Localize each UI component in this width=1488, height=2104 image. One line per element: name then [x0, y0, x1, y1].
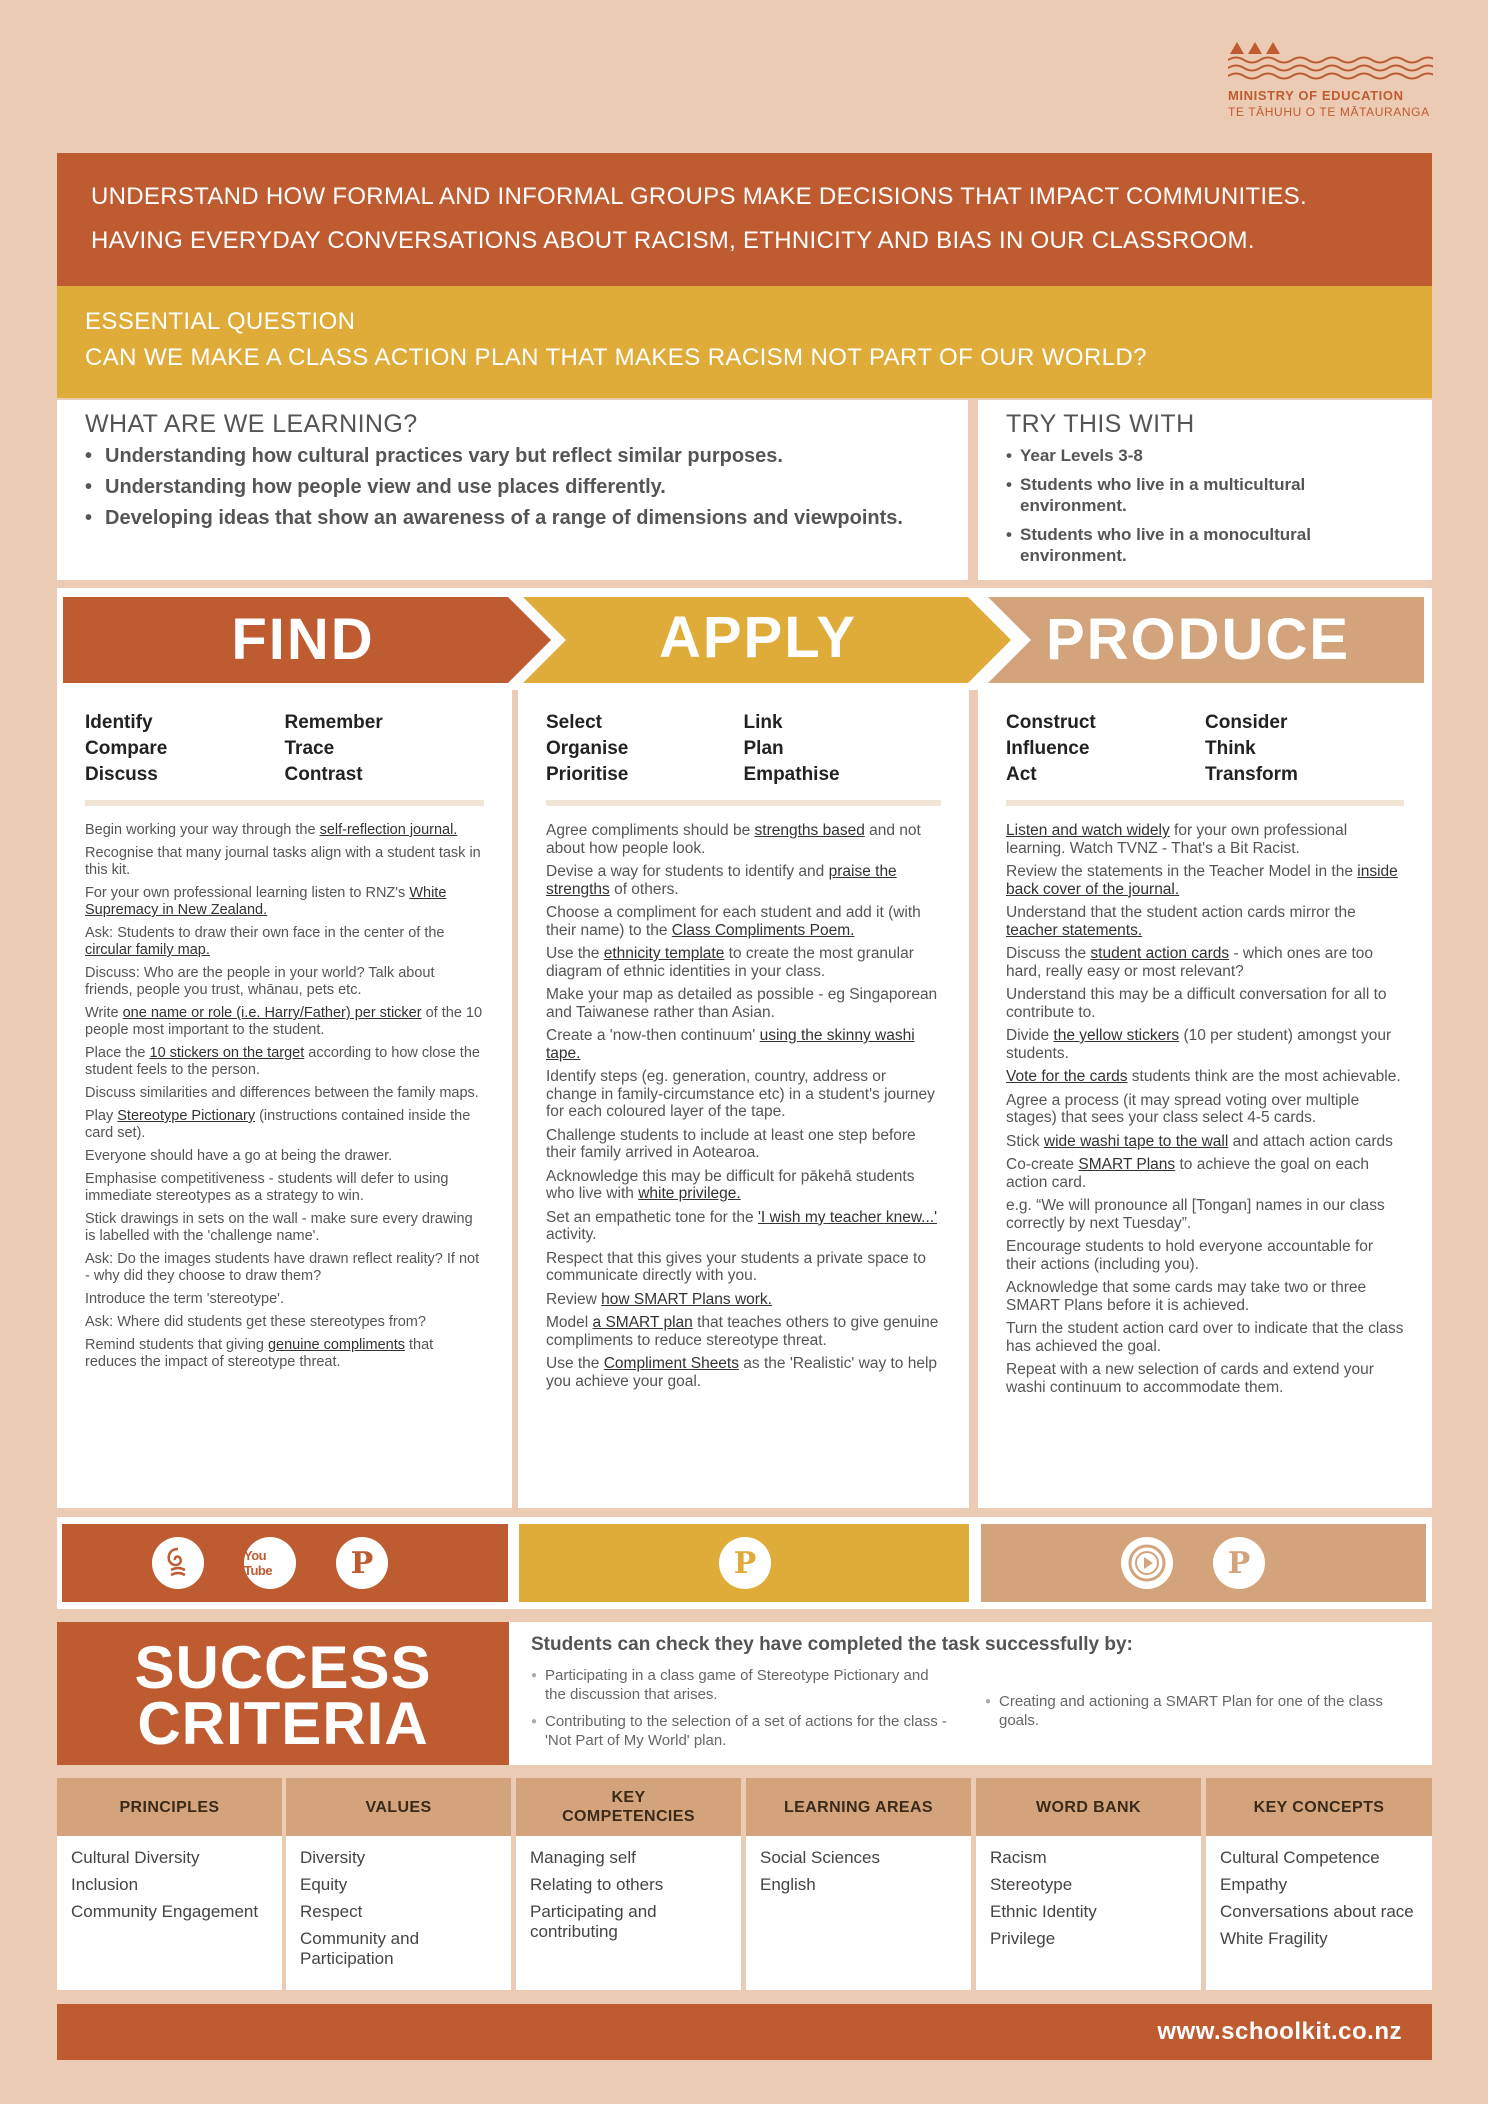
learning-item: • Understanding how cultural practices vary but reflect similar purposes.	[85, 445, 940, 468]
verb: Act	[1006, 764, 1037, 785]
resource-link[interactable]: 10 stickers on the target	[149, 1045, 305, 1061]
success-title-line-2: CRITERIA	[137, 1690, 429, 1757]
step-item: Everyone should have a go at being the drawer.	[85, 1148, 393, 1164]
youtube-icon[interactable]: You Tube	[244, 1537, 296, 1589]
produce-resources	[981, 1524, 1426, 1602]
step-item: Ask: Where did students get these stereotypes from?	[85, 1314, 426, 1330]
wave-lines-icon	[1228, 54, 1433, 84]
step-item: Ask: Do the images students have drawn reflect reality? If not - why did they choose to draw them?	[85, 1251, 480, 1284]
step-item: Set an empathetic tone for the 'I wish my teacher knew...' activity.	[546, 1208, 938, 1243]
verb: Contrast	[284, 764, 363, 785]
step-item: Discuss: Who are the people in your world? Talk about friends, people you trust, whānau, pets etc.	[85, 965, 435, 998]
success-item: ● Contributing to the selection of a set of actions for the class - 'Not Part of My World' plan.	[531, 1712, 951, 1750]
resource-link[interactable]: wide washi tape to the wall	[1043, 1132, 1229, 1150]
apply-resources	[519, 1524, 969, 1602]
try-item: • Students who live in a multicultural environment.	[1006, 474, 1404, 516]
step-item: Challenge students to include at least one step before their family arrived in Aotearoa.	[546, 1126, 916, 1161]
verb: Influence	[1006, 738, 1090, 759]
resource-link[interactable]: a SMART plan	[592, 1314, 693, 1331]
try-list	[1006, 445, 1404, 566]
resource-link[interactable]: Compliment Sheets	[603, 1355, 739, 1372]
produce-verbs	[1006, 712, 1404, 786]
resource-link[interactable]: teacher statements.	[1006, 921, 1143, 939]
table-item: White Fragility	[1220, 1929, 1328, 1948]
table-column-principles	[57, 1778, 282, 1990]
essential-label: ESSENTIAL QUESTION	[85, 308, 356, 335]
essential-text: CAN WE MAKE A CLASS ACTION PLAN THAT MAKES RACISM NOT PART OF OUR WORLD?	[85, 344, 1147, 371]
produce-column	[978, 690, 1432, 1508]
resource-link[interactable]: Vote for the cards	[1006, 1068, 1128, 1085]
logo-subtitle: TE TĀHUHU O TE MĀTAURANGA	[1228, 105, 1430, 119]
success-item: ● Participating in a class game of Stereotype Pictionary and the discussion that arises.	[531, 1666, 951, 1704]
table-body	[1206, 1836, 1432, 1968]
step-item: Agree a process (it may spread voting over multiple stages) that sees your class select 4-5 cards.	[1006, 1091, 1360, 1126]
pinterest-icon[interactable]: P	[719, 1537, 771, 1589]
resource-link[interactable]: strengths based	[754, 822, 865, 839]
table-item: Social Sciences	[760, 1848, 881, 1867]
table-header: LEARNING AREAS	[746, 1778, 971, 1836]
apply-column	[518, 690, 969, 1508]
table-item: Racism	[990, 1848, 1047, 1867]
stage-arrows	[63, 597, 1424, 683]
step-item: Write one name or role (i.e. Harry/Father) per sticker of the 10 people most important to the student.	[85, 1005, 483, 1038]
verb: Remember	[284, 712, 383, 733]
verb: Identify	[85, 712, 153, 733]
step-item: Devise a way for students to identify and praise the strengths of others.	[546, 863, 897, 898]
step-item: Acknowledge that some cards may take two or three SMART Plans before it is achieved.	[1006, 1279, 1367, 1314]
verb: Link	[743, 712, 783, 733]
step-item: Ask: Students to draw their own face in the center of the circular family map.	[85, 925, 445, 958]
step-item: Acknowledge this may be difficult for pākehā students who live with white privilege.	[546, 1167, 915, 1202]
apply-verbs	[546, 712, 941, 786]
step-item: Model a SMART plan that teaches others to give genuine compliments to reduce stereotype threat.	[546, 1314, 939, 1349]
step-item: For your own professional learning listen to RNZ's White Supremacy in New Zealand.	[85, 885, 447, 918]
step-item: Agree compliments should be strengths based and not about how people look.	[546, 822, 921, 857]
try-title: TRY THIS WITH	[1006, 410, 1195, 438]
try-panel	[978, 400, 1432, 580]
find-column	[57, 690, 512, 1508]
divider	[546, 800, 941, 806]
verb: Prioritise	[546, 764, 629, 785]
table-item: Cultural Diversity	[71, 1848, 200, 1867]
ministry-logo	[1228, 38, 1438, 119]
table-item: Relating to others	[530, 1875, 664, 1894]
essential-question	[57, 286, 1432, 398]
step-item: Identify steps (eg. generation, country, address or change in family-circumstance etc) in a student's journey for each coloured layer of the tape.	[546, 1068, 935, 1120]
step-item: Respect that this gives your students a private space to communicate directly with you.	[546, 1249, 926, 1284]
table-item: Community and Participation	[300, 1929, 420, 1968]
table-body	[516, 1836, 741, 1961]
step-item: Make your map as detailed as possible - eg Singaporean and Taiwanese rather than Asian.	[546, 986, 938, 1021]
table-item: Stereotype	[990, 1875, 1073, 1894]
verb: Select	[546, 712, 602, 733]
table-column-key-competencies	[516, 1778, 741, 1990]
resource-link[interactable]: 'I wish my teacher knew...'	[757, 1208, 938, 1226]
table-item: English	[760, 1875, 816, 1894]
pinterest-icon[interactable]: P	[1213, 1537, 1265, 1589]
produce-steps	[1006, 822, 1404, 1396]
verb: Construct	[1006, 712, 1096, 733]
resource-link[interactable]: Stereotype Pictionary	[117, 1108, 256, 1124]
step-item: Stick wide washi tape to the wall and attach action cards	[1006, 1132, 1393, 1150]
step-item: Use the ethnicity template to create the most granular diagram of ethnic identities in your class.	[546, 945, 914, 980]
learning-panel	[57, 400, 968, 580]
pinterest-icon[interactable]: P	[336, 1537, 388, 1589]
header-line-1: UNDERSTAND HOW FORMAL AND INFORMAL GROUPS MAKE DECISIONS THAT IMPACT COMMUNITIES.	[91, 183, 1307, 210]
step-item: Recognise that many journal tasks align with a student task in this kit.	[85, 845, 481, 878]
table-item: Community Engagement	[71, 1902, 259, 1921]
apply-steps	[546, 822, 941, 1390]
table-column-word-bank	[976, 1778, 1201, 1990]
step-item: Listen and watch widely for your own professional learning. Watch TVNZ - That's a Bit Racist.	[1006, 822, 1348, 857]
produce-label: PRODUCE	[1045, 607, 1351, 672]
table-header: WORD BANK	[976, 1778, 1201, 1836]
verb: Compare	[85, 738, 168, 759]
table-body	[286, 1836, 511, 1988]
step-item: Understand this may be a difficult conversation for all to contribute to.	[1006, 986, 1387, 1021]
step-item: Co-create SMART Plans to achieve the goal on each action card.	[1006, 1156, 1370, 1191]
step-item: Encourage students to hold everyone accountable for their actions (including you).	[1006, 1238, 1374, 1273]
tvnz-play-icon[interactable]	[1121, 1537, 1173, 1589]
step-item: Play Stereotype Pictionary (instructions contained inside the card set).	[85, 1108, 471, 1141]
find-steps	[85, 822, 484, 1371]
footer-banner	[57, 2004, 1432, 2060]
step-item: Begin working your way through the self-reflection journal.	[85, 822, 458, 838]
find-verbs	[85, 712, 484, 786]
resource-link[interactable]: the yellow stickers	[1053, 1027, 1180, 1044]
resource-link[interactable]: using the skinny washi tape.	[546, 1027, 915, 1062]
divider	[85, 800, 484, 806]
step-item: Turn the student action card over to indicate that the class has achieved the goal.	[1006, 1320, 1404, 1355]
step-item: Choose a compliment for each student and add it (with their name) to the Class Compliments Poem.	[546, 904, 921, 939]
resource-link[interactable]: genuine compliments	[267, 1337, 405, 1353]
table-body	[57, 1836, 282, 1941]
success-criteria-panel	[509, 1622, 1432, 1765]
table-item: Inclusion	[71, 1875, 139, 1894]
step-item: Divide the yellow stickers (10 per student) amongst your students.	[1006, 1027, 1392, 1062]
verb: Discuss	[85, 764, 158, 785]
table-body	[976, 1836, 1201, 1968]
table-item: Managing self	[530, 1848, 636, 1867]
step-item: Review how SMART Plans work.	[546, 1290, 772, 1308]
resource-link[interactable]: self-reflection journal.	[319, 822, 458, 838]
resource-link[interactable]: SMART Plans	[1078, 1156, 1176, 1173]
verb: Consider	[1205, 712, 1288, 733]
website-link[interactable]: www.schoolkit.co.nz	[1157, 2018, 1402, 2045]
verb: Organise	[546, 738, 629, 759]
table-item: Respect	[300, 1902, 363, 1921]
resource-link[interactable]: White Supremacy in New Zealand.	[85, 885, 447, 918]
step-item: Stick drawings in sets on the wall - make sure every drawing is labelled with the 'challenge name'.	[85, 1211, 473, 1244]
logo-title: MINISTRY OF EDUCATION	[1228, 88, 1404, 103]
table-header: VALUES	[286, 1778, 511, 1836]
resource-link[interactable]: inside back cover of the journal.	[1006, 863, 1398, 898]
find-label: FIND	[231, 607, 375, 672]
table-column-learning-areas	[746, 1778, 971, 1990]
verb: Transform	[1205, 764, 1298, 785]
table-header: KEY COMPETENCIES	[516, 1778, 741, 1836]
column-divider	[969, 690, 978, 1508]
step-item: Review the statements in the Teacher Model in the inside back cover of the journal.	[1006, 863, 1398, 898]
learning-item: • Developing ideas that show an awareness of a range of dimensions and viewpoints.	[85, 507, 940, 530]
step-item: Remind students that giving genuine compliments that reduces the impact of stereotype threat.	[85, 1337, 434, 1370]
apply-label: APPLY	[658, 605, 858, 670]
resource-link[interactable]: student action cards	[1090, 945, 1230, 962]
table-item: Ethnic Identity	[990, 1902, 1097, 1921]
table-column-key-concepts	[1206, 1778, 1432, 1990]
success-criteria-title	[57, 1622, 509, 1765]
resource-link[interactable]: how SMART Plans work.	[601, 1290, 772, 1308]
resource-link[interactable]: Class Compliments Poem.	[671, 921, 855, 939]
table-header: KEY CONCEPTS	[1206, 1778, 1432, 1836]
success-item: ● Creating and actioning a SMART Plan for one of the class goals.	[985, 1692, 1405, 1730]
verb: Trace	[284, 738, 335, 759]
success-heading: Students can check they have completed the task successfully by:	[531, 1634, 1133, 1655]
verb: Plan	[743, 738, 784, 759]
header-banner	[57, 153, 1432, 286]
resource-link[interactable]: praise the strengths	[546, 863, 897, 898]
step-item: Repeat with a new selection of cards and extend your washi continuum to accommodate them.	[1006, 1361, 1374, 1396]
step-item: Introduce the term 'stereotype'.	[85, 1291, 284, 1307]
table-item: Diversity	[300, 1848, 366, 1867]
table-item: Equity	[300, 1875, 348, 1894]
step-item: Discuss the student action cards - which ones are too hard, really easy or most relevant?	[1006, 945, 1374, 980]
success-title-line-1: SUCCESS	[134, 1634, 432, 1701]
step-item: Place the 10 stickers on the target according to how close the student feels to the person.	[85, 1045, 480, 1078]
step-item: Create a 'now-then continuum' using the skinny washi tape.	[546, 1027, 915, 1062]
step-item: e.g. “We will pronounce all [Tongan] names in our class correctly by next Tuesday”.	[1006, 1197, 1385, 1232]
learning-list	[85, 445, 940, 530]
verb: Think	[1205, 738, 1256, 759]
table-body	[746, 1836, 971, 1914]
step-item: Use the Compliment Sheets as the 'Realistic' way to help you achieve your goal.	[546, 1355, 938, 1390]
resource-link[interactable]: ethnicity template	[603, 945, 725, 962]
koru-icon[interactable]	[152, 1537, 204, 1589]
table-item: Participating and contributing	[530, 1902, 657, 1941]
resource-link[interactable]: white privilege.	[638, 1185, 741, 1202]
header-line-2: HAVING EVERYDAY CONVERSATIONS ABOUT RACISM, ETHNICITY AND BIAS IN OUR CLASSROOM.	[91, 227, 1255, 254]
resource-link[interactable]: one name or role (i.e. Harry/Father) per sticker	[122, 1005, 422, 1021]
learning-title: WHAT ARE WE LEARNING?	[85, 410, 418, 438]
step-item: Understand that the student action cards mirror the teacher statements.	[1006, 904, 1356, 939]
step-item: Discuss similarities and differences between the family maps.	[85, 1085, 479, 1101]
find-resources	[62, 1524, 508, 1602]
step-item: Emphasise competitiveness - students will defer to using immediate stereotypes as a strategy to win.	[85, 1171, 449, 1204]
table-item: Empathy	[1220, 1875, 1288, 1894]
try-item: • Students who live in a monocultural environment.	[1006, 524, 1404, 566]
learning-item: • Understanding how people view and use places differently.	[85, 476, 940, 499]
table-item: Privilege	[990, 1929, 1056, 1948]
table-column-values	[286, 1778, 511, 1990]
divider	[1006, 800, 1404, 806]
verb: Empathise	[743, 764, 840, 785]
table-item: Cultural Competence	[1220, 1848, 1380, 1867]
step-item: Vote for the cards students think are the most achievable.	[1006, 1068, 1401, 1085]
table-item: Conversations about race	[1220, 1902, 1414, 1921]
resource-link[interactable]: Listen and watch widely	[1006, 822, 1170, 839]
try-item: • Year Levels 3-8	[1006, 445, 1404, 466]
table-header: PRINCIPLES	[57, 1778, 282, 1836]
resource-link[interactable]: circular family map.	[85, 942, 210, 958]
